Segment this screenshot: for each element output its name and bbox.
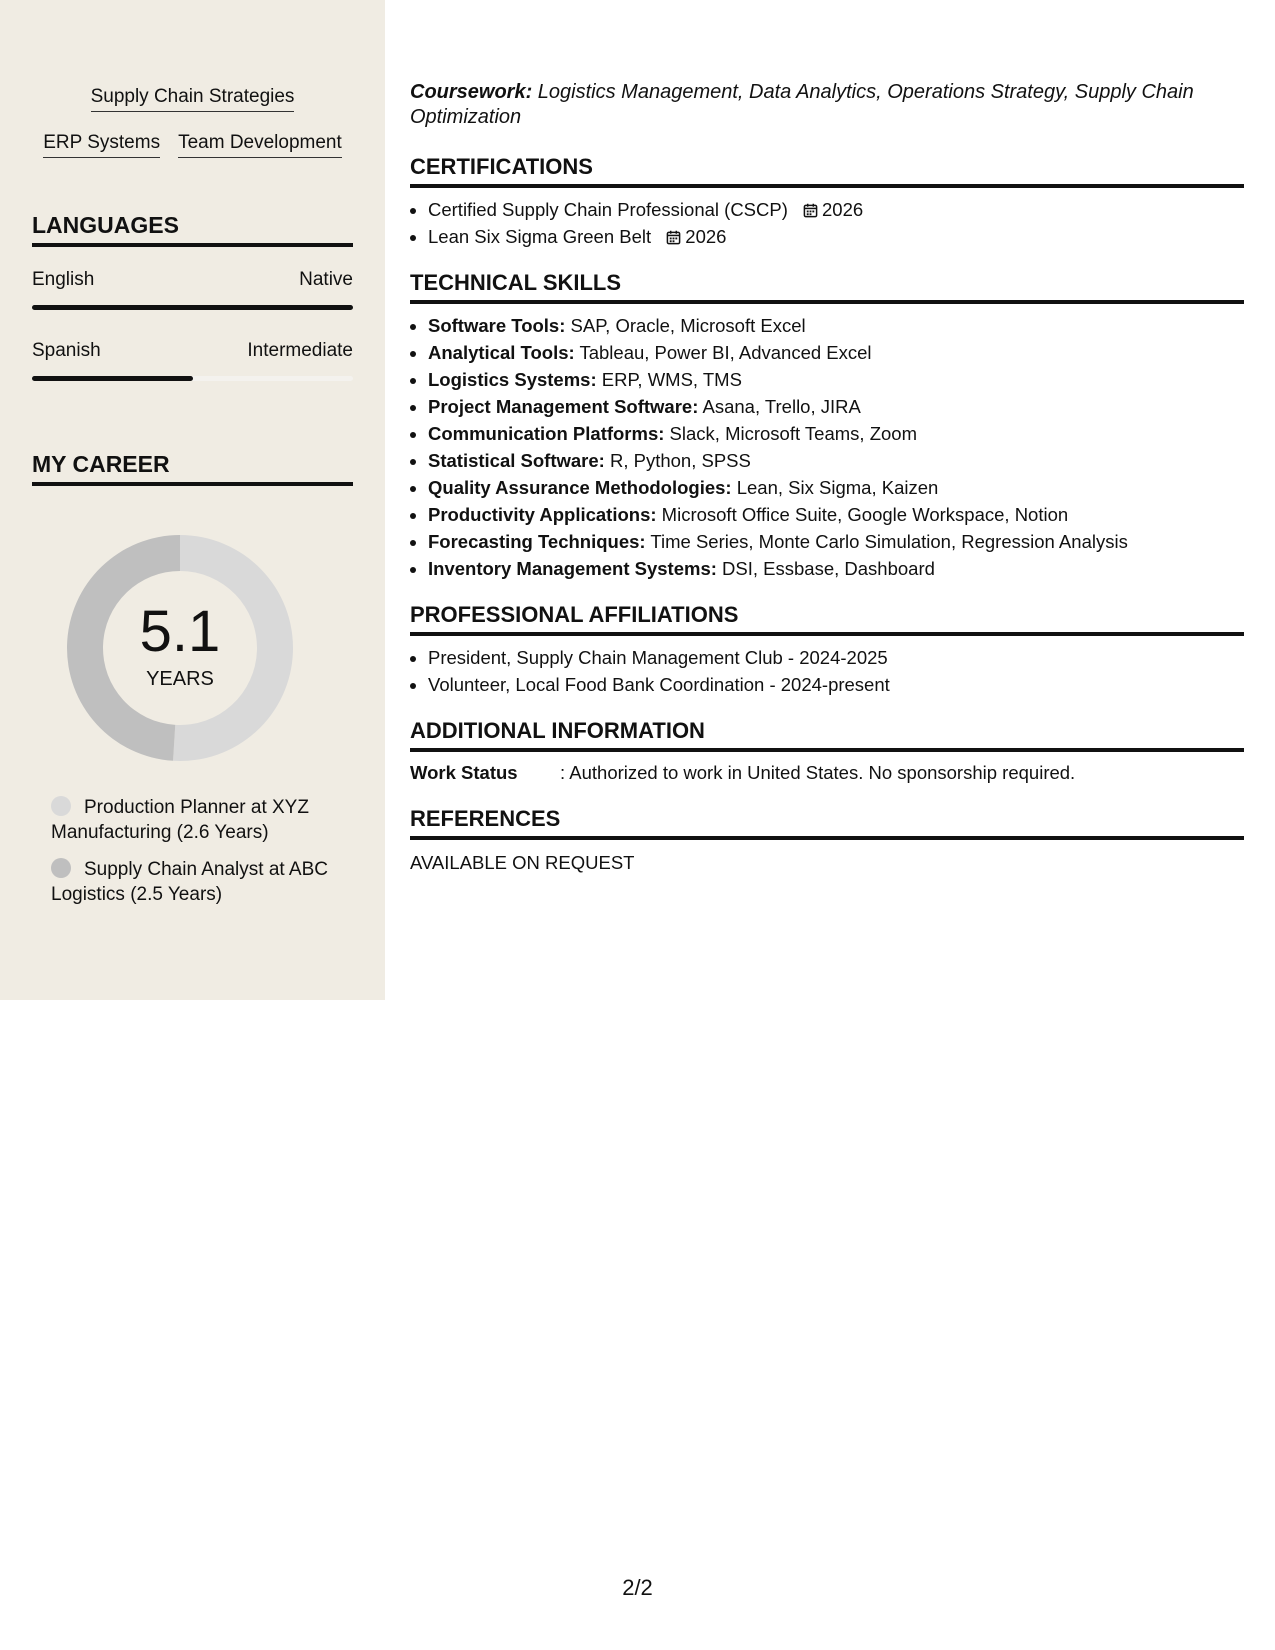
sidebar	[0, 0, 385, 1000]
affiliation-item: • Volunteer, Local Food Bank Coordination - 2024-present	[428, 671, 1244, 698]
skill-item	[428, 366, 1244, 393]
skill-label: Quality Assurance Methodologies:	[428, 477, 732, 498]
calendar-icon	[803, 203, 818, 218]
references-heading: REFERENCES	[410, 806, 1244, 840]
language-item	[32, 269, 353, 310]
career-legend-item	[51, 795, 341, 845]
skill-value: Microsoft Office Suite, Google Workspace, Notion	[656, 504, 1069, 525]
certifications-heading: CERTIFICATIONS	[410, 154, 1244, 188]
language-level: Intermediate	[247, 340, 353, 361]
skill-item	[428, 393, 1244, 420]
skill-value: Slack, Microsoft Teams, Zoom	[664, 423, 917, 444]
language-bar	[32, 305, 353, 310]
certification-item	[428, 223, 1244, 250]
certification-name: Lean Six Sigma Green Belt	[428, 226, 652, 247]
career-section	[32, 451, 353, 486]
skill-value: Time Series, Monte Carlo Simulation, Regression Analysis	[645, 531, 1128, 552]
language-name: English	[32, 269, 95, 290]
skill-value: DSI, Essbase, Dashboard	[716, 558, 935, 579]
additional-info-heading: ADDITIONAL INFORMATION	[410, 718, 1244, 752]
certifications-list	[410, 196, 1244, 250]
calendar-icon	[666, 230, 681, 245]
certification-year: 2026	[685, 226, 727, 247]
skill-item	[428, 528, 1244, 555]
skill-value: Tableau, Power BI, Advanced Excel	[574, 342, 872, 363]
languages-section	[32, 212, 353, 381]
language-level: Native	[299, 269, 353, 290]
language-item	[32, 340, 353, 381]
career-heading: MY CAREER	[32, 451, 353, 486]
skill-item	[428, 447, 1244, 474]
affiliation-item: • President, Supply Chain Management Club - 2024-2025	[428, 644, 1244, 671]
skill-item	[428, 312, 1244, 339]
skill-label: Software Tools:	[428, 315, 566, 336]
skill-value: R, Python, SPSS	[604, 450, 751, 471]
references-text: AVAILABLE ON REQUEST	[410, 852, 635, 873]
career-legend-label: Production Planner at XYZ Manufacturing (2.6 Years)	[51, 797, 309, 843]
legend-dot-icon	[51, 858, 71, 878]
work-status-value: : Authorized to work in United States. No sponsorship required.	[560, 762, 1076, 783]
skill-tag: Supply Chain Strategies	[91, 86, 295, 112]
coursework-label: Coursework:	[410, 81, 533, 103]
coursework-text: Logistics Management, Data Analytics, Operations Strategy, Supply Chain Optimization	[410, 81, 1194, 128]
certification-name: Certified Supply Chain Professional (CSCP)	[428, 199, 788, 220]
skill-label: Statistical Software:	[428, 450, 605, 471]
career-total-years: 5.1	[139, 599, 221, 664]
certification-item	[428, 196, 1244, 223]
skill-label: Inventory Management Systems:	[428, 558, 717, 579]
coursework	[410, 80, 1244, 130]
skill-item	[428, 555, 1244, 582]
skill-label: Project Management Software:	[428, 396, 699, 417]
skill-item	[428, 501, 1244, 528]
language-bar	[32, 376, 353, 381]
affiliations-list	[410, 644, 1244, 698]
skill-item	[428, 420, 1244, 447]
technical-skills-list	[410, 312, 1244, 582]
work-status-label: Work Status	[410, 762, 518, 783]
career-legend	[51, 795, 341, 919]
skill-item	[428, 474, 1244, 501]
legend-dot-icon	[51, 796, 71, 816]
main-content	[410, 80, 1244, 874]
skill-value: Lean, Six Sigma, Kaizen	[731, 477, 939, 498]
skill-label: Productivity Applications:	[428, 504, 657, 525]
skill-tag: ERP Systems	[43, 132, 160, 158]
certification-year: 2026	[822, 199, 864, 220]
career-years-unit: YEARS	[146, 668, 214, 690]
skill-value: Asana, Trello, JIRA	[698, 396, 861, 417]
skill-label: Analytical Tools:	[428, 342, 575, 363]
language-bar-fill	[32, 305, 353, 310]
skill-value: ERP, WMS, TMS	[596, 369, 742, 390]
skill-label: Forecasting Techniques:	[428, 531, 646, 552]
donut-center	[62, 530, 298, 766]
skill-tag: Team Development	[178, 132, 342, 158]
work-status-row	[410, 762, 1244, 784]
language-name: Spanish	[32, 340, 101, 361]
skill-label: Communication Platforms:	[428, 423, 665, 444]
languages-heading: LANGUAGES	[32, 212, 353, 247]
skill-value: SAP, Oracle, Microsoft Excel	[565, 315, 806, 336]
technical-skills-heading: TECHNICAL SKILLS	[410, 270, 1244, 304]
career-legend-item	[51, 857, 341, 907]
skill-item	[428, 339, 1244, 366]
language-bar-fill	[32, 376, 193, 381]
career-legend-label: Supply Chain Analyst at ABC Logistics (2.5 Years)	[51, 859, 328, 905]
page-number: 2/2	[622, 1575, 653, 1600]
career-donut-chart	[62, 530, 298, 766]
affiliations-heading: PROFESSIONAL AFFILIATIONS	[410, 602, 1244, 636]
skill-label: Logistics Systems:	[428, 369, 597, 390]
skills-tags	[0, 86, 385, 178]
